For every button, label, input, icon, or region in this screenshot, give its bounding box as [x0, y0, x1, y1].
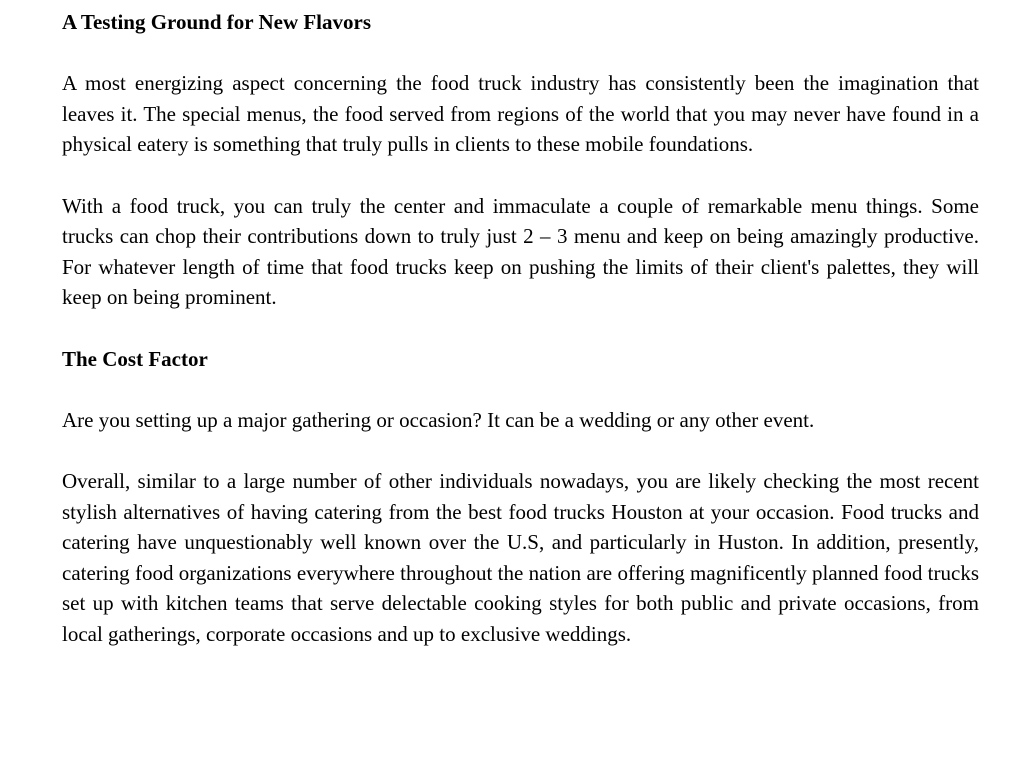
section-heading-cost-factor: The Cost Factor — [62, 346, 208, 371]
paragraph-energizing-aspect: A most energizing aspect concerning the food truck industry has consistently been the imagination that leaves it. The special menus, the food served from regions of the world that you may never have found in a physical eatery is something that truly pulls in clients to these mobile foundations. — [62, 71, 979, 157]
paragraph-gap — [62, 374, 979, 405]
paragraph-gap — [62, 160, 979, 191]
paragraph-gap — [62, 435, 979, 466]
paragraph-gap — [62, 38, 979, 69]
paragraph-catering-overview: Overall, similar to a large number of other individuals nowadays, you are likely checking the most recent stylish alternatives of having catering from the best food trucks Houston at your occasion. Food trucks and catering have unquestionably well known over the U.S, and particularly in Huston. In addition, presently, catering food organizations everywhere throughout the nation are offering magnificently planned food trucks set up with kitchen teams that serve delectable cooking styles for both public and private occasions, from local gatherings, corporate occasions and up to exclusive weddings. — [62, 468, 979, 646]
paragraph-food-truck-menu: With a food truck, you can truly the center and immaculate a couple of remarkable menu things. Some trucks can chop their contributions down to truly just 2 – 3 menu and keep on being amazingly productive. For whatever length of time that food trucks keep on pushing the limits of their client's palettes, they will keep on being prominent. — [62, 193, 979, 310]
section-heading-testing-ground: A Testing Ground for New Flavors — [62, 10, 372, 34]
document-page — [62, 7, 979, 649]
paragraph-major-gathering: Are you setting up a major gathering or occasion? It can be a wedding or any other event. — [62, 407, 815, 432]
paragraph-gap — [62, 313, 979, 344]
